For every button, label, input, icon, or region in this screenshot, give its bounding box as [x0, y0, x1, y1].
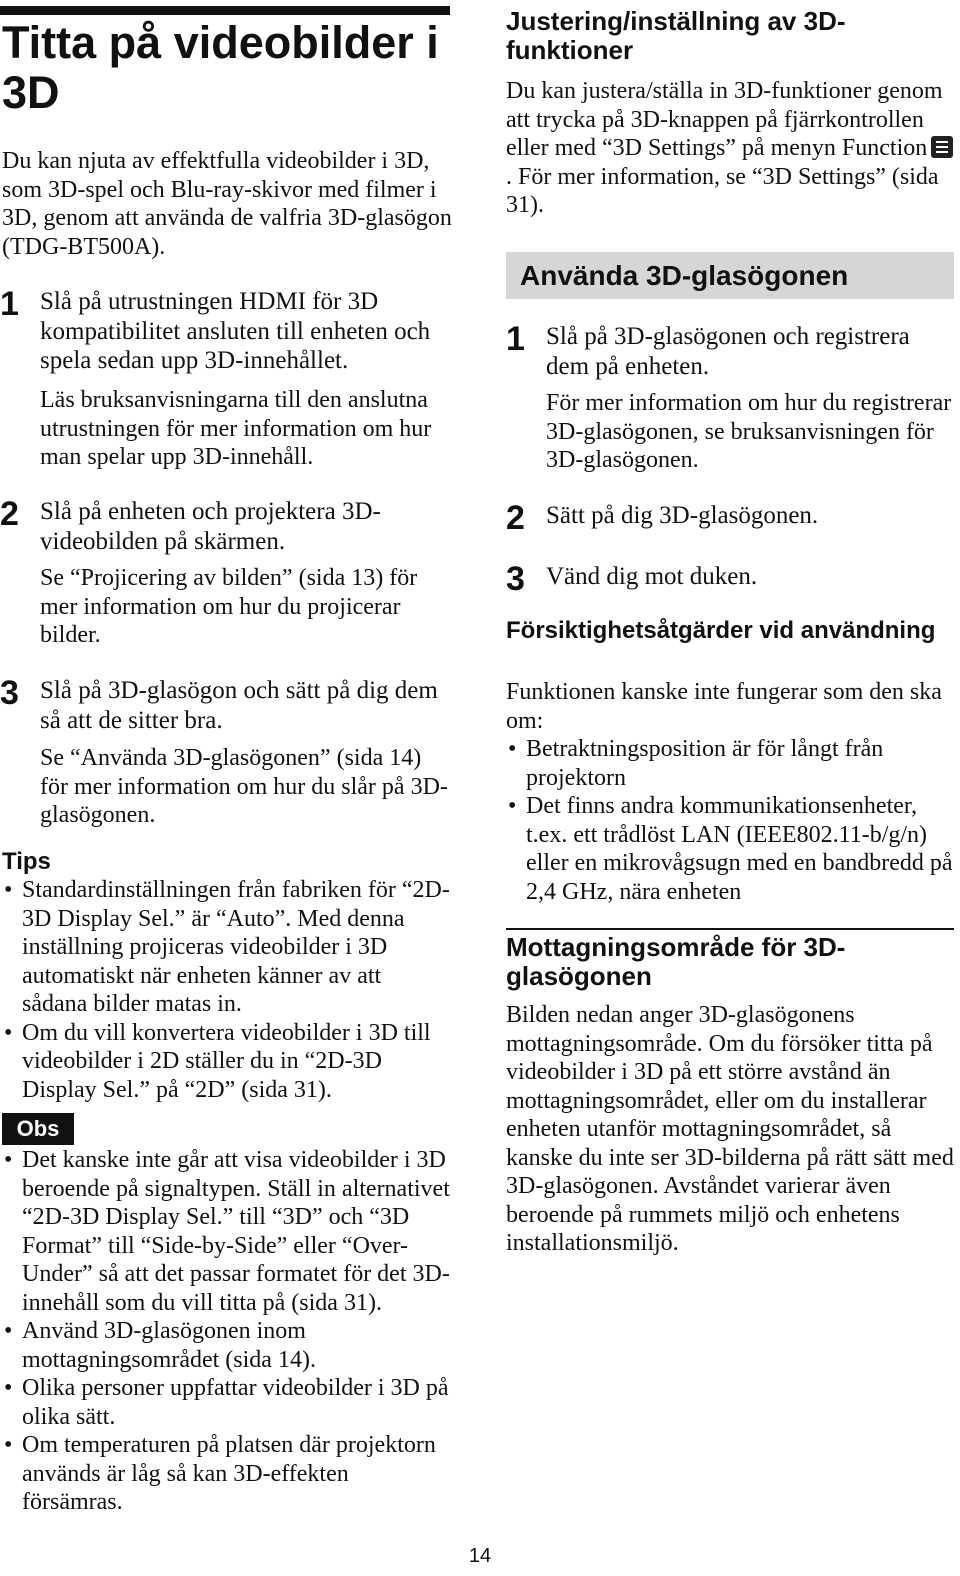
- adjust-heading: Justering/inställning av 3D-funktioner: [506, 6, 846, 65]
- precautions-list: [506, 735, 954, 906]
- step-description: Se “Använda 3D-glasögonen” (sida 14) för mer information om hur du slår på 3D-glasögonen.: [40, 745, 448, 828]
- adjust-text-start: Du kan justera/ställa in 3D-funktioner genom att trycka på 3D-knappen på fjärrkontrollen eller med “3D Settings” på menyn Function: [506, 78, 943, 161]
- step-title: Vänd dig mot duken.: [546, 563, 758, 590]
- tips-item: [2, 876, 452, 1019]
- step-title: Slå på 3D-glasögon och sätt på dig dem så att de sitter bra.: [40, 677, 438, 734]
- section-divider: [506, 928, 954, 930]
- step-number: 1: [506, 320, 525, 358]
- section-banner: [506, 252, 954, 299]
- step-description: Läs bruksanvisningarna till den anslutna utrustningen för mer information om hur man spelar upp 3D-innehåll.: [40, 387, 432, 470]
- intro-paragraph: Du kan njuta av effektfulla videobilder i 3D, som 3D-spel och Blu-ray-skivor med filmer i 3D, genom att använda de valfria 3D-glasögon (TDG-BT500A).: [2, 148, 452, 260]
- step-title: Slå på utrustningen HDMI för 3D kompatibilitet ansluten till enheten och spela sedan upp 3D-innehållet.: [40, 288, 431, 374]
- adjust-paragraph: [506, 77, 954, 220]
- step-number: 3: [506, 560, 525, 598]
- step-number: 2: [0, 495, 19, 533]
- bullet-icon: •: [508, 736, 517, 762]
- precautions-item-text: Betraktningsposition är för långt från projektorn: [526, 736, 884, 791]
- page-number: 14: [468, 1545, 492, 1567]
- obs-label: Obs: [2, 1113, 74, 1145]
- obs-item-text: Använd 3D-glasögonen inom mottagningsområdet (sida 14).: [22, 1318, 316, 1373]
- step-description: För mer information om hur du registrerar 3D-glasögonen, se bruksanvisningen för 3D-glasögonen.: [546, 390, 952, 473]
- obs-item-text: Det kanske inte går att visa videobilder i 3D beroende på signaltypen. Ställ in alternativet “2D-3D Display Sel.” till “3D” och “3D Format” till “Side-by-Side” eller “Over-Under” så att det passar formatet för det 3D-innehåll som du vill titta på (sida 31).: [22, 1147, 450, 1316]
- tips-item-text: Standardinställningen från fabriken för “2D-3D Display Sel.” är “Auto”. Med denna inställning projiceras videobilder i 3D automatiskt när enheten känner av att sådana bilder matas in.: [22, 877, 450, 1017]
- obs-item: [2, 1374, 454, 1431]
- precautions-item-text: Det finns andra kommunikationsenheter, t.ex. ett trådlöst LAN (IEEE802.11-b/g/n) eller en mikrovågsugn med en bandbredd på 2,4 GHz, nära enheten: [526, 793, 953, 905]
- tips-list: [2, 876, 452, 1104]
- obs-item-text: Olika personer uppfattar videobilder i 3D på olika sätt.: [22, 1375, 449, 1430]
- step-number: 3: [0, 674, 19, 712]
- bullet-icon: •: [4, 1147, 13, 1173]
- adjust-text-end: . För mer information, se “3D Settings” (sida 31).: [506, 163, 939, 218]
- range-paragraph: Bilden nedan anger 3D-glasögonens mottagningsområde. Om du försöker titta på videobilder i 3D på ett större avstånd än mottagningsområdet, eller om du installerar enheten utanför mottagningsområdet, så kanske du inte ser 3D-bilderna på rätt sätt med 3D-glasögonen. Avståndet varierar även beroende på rummets miljö och enhetens installationsmiljö.: [506, 1002, 954, 1256]
- step-title: Slå på enheten och projektera 3D-videobilden på skärmen.: [40, 498, 381, 555]
- step-number: 2: [506, 499, 525, 537]
- section-banner-title: Använda 3D-glasögonen: [520, 260, 849, 291]
- obs-item: [2, 1146, 454, 1317]
- tips-label: Tips: [2, 848, 51, 875]
- bullet-icon: •: [4, 877, 13, 903]
- obs-item: [2, 1317, 454, 1374]
- tips-item: [2, 1019, 452, 1105]
- range-heading: Mottagningsområde för 3D-glasögonen: [506, 932, 846, 991]
- precautions-paragraph: Funktionen kanske inte fungerar som den ska om:: [506, 679, 942, 734]
- bullet-icon: •: [4, 1019, 13, 1046]
- precautions-item: [506, 792, 954, 906]
- title-rule: [0, 6, 450, 15]
- obs-list: [2, 1146, 454, 1517]
- precautions-item: [506, 735, 954, 792]
- bullet-icon: •: [4, 1318, 13, 1344]
- obs-item-text: Om temperaturen på platsen där projektorn används är låg så kan 3D-effekten försämras.: [22, 1432, 436, 1515]
- bullet-icon: •: [508, 793, 517, 819]
- precautions-heading: Försiktighetsåtgärder vid användning: [506, 617, 936, 644]
- bullet-icon: •: [4, 1432, 13, 1458]
- step-number: 1: [0, 285, 19, 323]
- page-title: Titta på videobilder i 3D: [2, 17, 439, 118]
- obs-item: [2, 1431, 454, 1517]
- bullet-icon: •: [4, 1375, 13, 1401]
- step-title: Sätt på dig 3D-glasögonen.: [546, 502, 819, 529]
- step-description: Se “Projicering av bilden” (sida 13) för mer information om hur du projicerar bilder.: [40, 565, 418, 648]
- tips-item-text: Om du vill konvertera videobilder i 3D till videobilder i 2D ställer du in “2D-3D Display Sel.” på “2D” (sida 31).: [22, 1019, 431, 1103]
- step-title: Slå på 3D-glasögonen och registrera dem på enheten.: [546, 323, 910, 380]
- function-menu-icon: [931, 136, 953, 158]
